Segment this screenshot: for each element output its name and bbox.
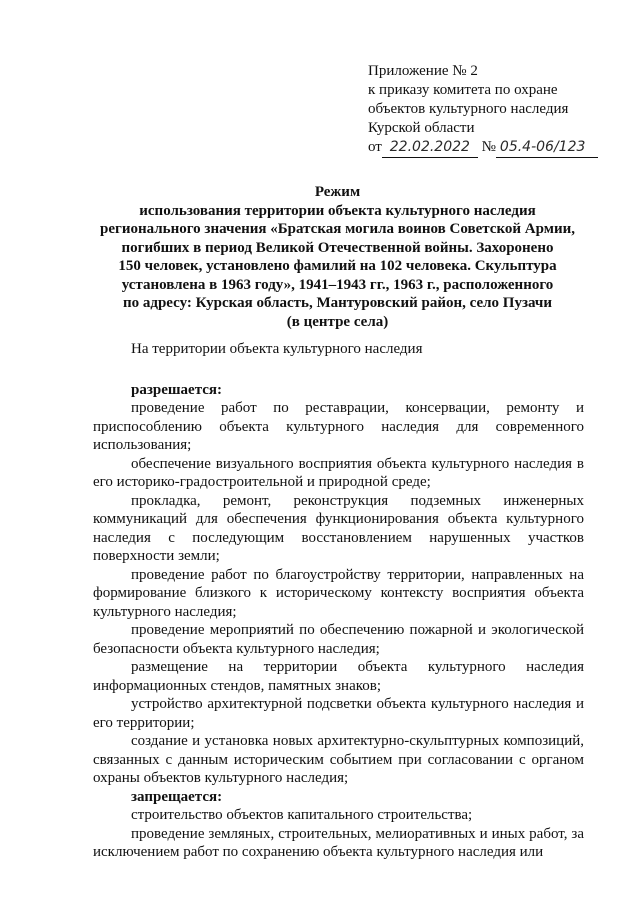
allowed-heading: разрешается: <box>131 381 223 398</box>
allowed-item: обеспечение визуального восприятия объекта культурного наследия в его историко-градостроительной и природной среде; <box>93 455 584 490</box>
document-title <box>90 183 585 331</box>
allowed-item: создание и установка новых архитектурно-скульптурных композиций, связанных с данным историческим событием при согласовании с органом охраны объектов культурного наследия; <box>93 733 584 786</box>
forbidden-heading: запрещается: <box>131 788 223 805</box>
title-line: установлена в 1963 году», 1941–1943 гг., 1963 г., расположенного <box>121 276 554 293</box>
allowed-item: размещение на территории объекта культурного наследия информационных стендов, памятных знаков; <box>93 659 584 694</box>
handwritten-date: 22.02.2022 <box>382 138 478 158</box>
appendix-line-1: Приложение № 2 <box>368 63 478 79</box>
title-line: погибших в период Великой Отечественной войны. Захоронено <box>121 239 554 256</box>
appendix-block <box>368 62 618 158</box>
allowed-item: устройство архитектурной подсветки объекта культурного наследия и его территории; <box>93 696 584 731</box>
forbidden-item: проведение земляных, строительных, мелиоративных и иных работ, за исключением работ по сохранению объекта культурного наследия или <box>93 825 584 860</box>
appendix-date-line <box>368 138 618 158</box>
number-prefix: № <box>481 139 496 155</box>
allowed-item: проведение работ по реставрации, консервации, ремонту и приспособлению объекта культурного наследия для современного использования; <box>93 400 584 453</box>
title-line: по адресу: Курская область, Мантуровский район, село Пузачи <box>122 295 552 311</box>
appendix-line-3: объектов культурного наследия <box>368 101 569 117</box>
title-line: использования территории объекта культурного наследия <box>139 202 536 219</box>
handwritten-number: 05.4-06/123 <box>496 138 598 158</box>
appendix-line-4: Курской области <box>368 120 475 136</box>
allowed-item: проведение мероприятий по обеспечению пожарной и экологической безопасности объекта культурного наследия; <box>93 622 584 657</box>
date-prefix: от <box>368 139 382 155</box>
allowed-item: проведение работ по благоустройству территории, направленных на формирование близкого к историческому контексту восприятия объекта культурного наследия; <box>93 566 584 620</box>
appendix-line-2: к приказу комитета по охране <box>368 82 558 98</box>
document-body <box>93 340 584 862</box>
title-heading: Режим <box>314 184 361 200</box>
intro-paragraph: На территории объекта культурного наследия <box>131 341 423 357</box>
title-line: (в центре села) <box>286 313 389 330</box>
title-line: 150 человек, установлено фамилий на 102 человека. Скульптура <box>118 258 557 274</box>
allowed-item: прокладка, ремонт, реконструкция подземных инженерных коммуникаций для обеспечения функционирования объекта культурного наследия с последующим восстановлением нарушенных участков поверхности земли; <box>93 492 584 564</box>
title-line: регионального значения «Братская могила воинов Советской Армии, <box>100 221 575 237</box>
forbidden-item: строительство объектов капитального строительства; <box>131 807 473 823</box>
